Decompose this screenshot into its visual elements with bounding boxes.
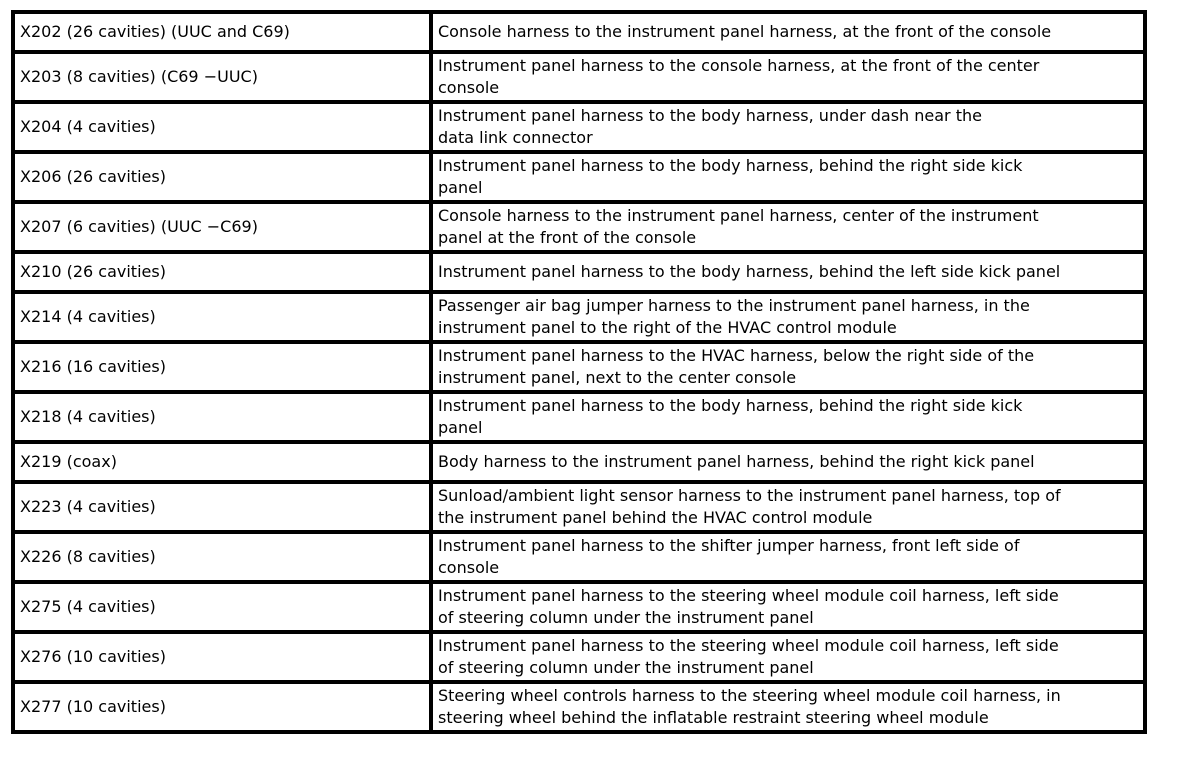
connector-cell: X203 (8 cavities) (C69 −UUC) — [13, 52, 431, 102]
location-line: Passenger air bag jumper harness to the instrument panel harness, in the — [438, 296, 1030, 315]
location-cell — [431, 292, 1145, 342]
location-line: of steering column under the instrument panel — [438, 658, 814, 677]
location-cell — [431, 482, 1145, 532]
table-row — [13, 152, 1145, 202]
location-line: Instrument panel harness to the body harness, behind the right side kick — [438, 156, 1023, 175]
connector-cell: X223 (4 cavities) — [13, 482, 431, 532]
connector-cell: X226 (8 cavities) — [13, 532, 431, 582]
location-line: Steering wheel controls harness to the steering wheel module coil harness, in — [438, 686, 1061, 705]
location-cell — [431, 12, 1145, 52]
table-row — [13, 102, 1145, 152]
connector-cell: X216 (16 cavities) — [13, 342, 431, 392]
location-line: Sunload/ambient light sensor harness to the instrument panel harness, top of — [438, 486, 1061, 505]
table-row — [13, 532, 1145, 582]
location-line: console — [438, 558, 500, 577]
connector-cell: X275 (4 cavities) — [13, 582, 431, 632]
table-row — [13, 202, 1145, 252]
location-line: the instrument panel behind the HVAC control module — [438, 508, 873, 527]
location-line: Instrument panel harness to the steering wheel module coil harness, left side — [438, 586, 1059, 605]
connector-table-body — [13, 12, 1145, 732]
table-row — [13, 12, 1145, 52]
table-row — [13, 252, 1145, 292]
connector-cell: X206 (26 cavities) — [13, 152, 431, 202]
location-cell — [431, 682, 1145, 732]
location-cell — [431, 392, 1145, 442]
connector-cell: X277 (10 cavities) — [13, 682, 431, 732]
connector-cell: X204 (4 cavities) — [13, 102, 431, 152]
connector-cell: X219 (coax) — [13, 442, 431, 482]
location-cell — [431, 152, 1145, 202]
table-row — [13, 442, 1145, 482]
connector-table — [11, 10, 1147, 734]
location-line: data link connector — [438, 128, 593, 147]
location-line: Instrument panel harness to the body harness, behind the left side kick panel — [438, 262, 1061, 281]
location-cell — [431, 632, 1145, 682]
location-line: instrument panel, next to the center console — [438, 368, 797, 387]
location-line: console — [438, 78, 500, 97]
location-line: Instrument panel harness to the shifter jumper harness, front left side of — [438, 536, 1020, 555]
location-line: Instrument panel harness to the console harness, at the front of the center — [438, 56, 1040, 75]
location-line: panel — [438, 178, 483, 197]
connector-cell: X210 (26 cavities) — [13, 252, 431, 292]
connector-cell: X214 (4 cavities) — [13, 292, 431, 342]
connector-cell: X276 (10 cavities) — [13, 632, 431, 682]
location-line: panel at the front of the console — [438, 228, 697, 247]
location-line: Instrument panel harness to the body harness, under dash near the — [438, 106, 982, 125]
location-line: panel — [438, 418, 483, 437]
location-line: Instrument panel harness to the steering wheel module coil harness, left side — [438, 636, 1059, 655]
location-cell — [431, 582, 1145, 632]
location-cell — [431, 52, 1145, 102]
table-row — [13, 632, 1145, 682]
location-line: steering wheel behind the inflatable restraint steering wheel module — [438, 708, 989, 727]
location-cell — [431, 252, 1145, 292]
connector-cell: X218 (4 cavities) — [13, 392, 431, 442]
table-row — [13, 582, 1145, 632]
location-line: of steering column under the instrument panel — [438, 608, 814, 627]
location-line: Instrument panel harness to the HVAC harness, below the right side of the — [438, 346, 1035, 365]
table-row — [13, 292, 1145, 342]
location-line: Console harness to the instrument panel harness, at the front of the console — [438, 22, 1052, 41]
connector-cell: X202 (26 cavities) (UUC and C69) — [13, 12, 431, 52]
table-row — [13, 392, 1145, 442]
table-row — [13, 682, 1145, 732]
location-line: instrument panel to the right of the HVAC control module — [438, 318, 897, 337]
location-line: Body harness to the instrument panel harness, behind the right kick panel — [438, 452, 1035, 471]
location-cell — [431, 442, 1145, 482]
table-row — [13, 52, 1145, 102]
connector-cell: X207 (6 cavities) (UUC −C69) — [13, 202, 431, 252]
location-cell — [431, 102, 1145, 152]
location-line: Console harness to the instrument panel harness, center of the instrument — [438, 206, 1039, 225]
location-line: Instrument panel harness to the body harness, behind the right side kick — [438, 396, 1023, 415]
table-row — [13, 342, 1145, 392]
location-cell — [431, 342, 1145, 392]
location-cell — [431, 202, 1145, 252]
location-cell — [431, 532, 1145, 582]
table-row — [13, 482, 1145, 532]
